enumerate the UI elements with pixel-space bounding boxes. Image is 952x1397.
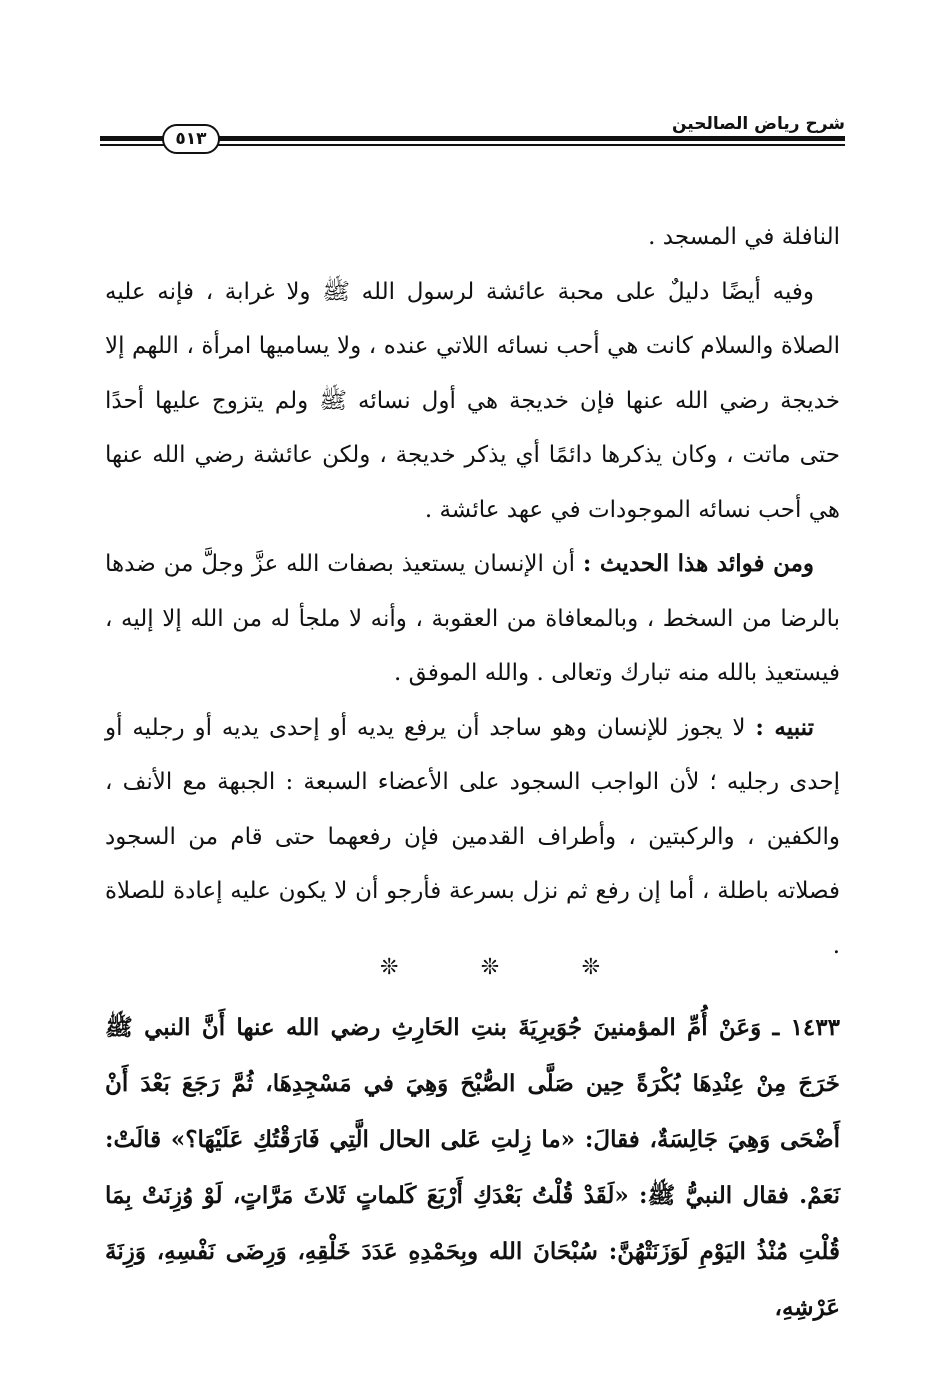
header-rule-right <box>218 136 845 141</box>
separator-star-icon: ❊ <box>380 955 399 980</box>
separator-star-icon: ❊ <box>480 955 500 980</box>
paragraph-text: لا يجوز للإنسان وهو ساجد أن يرفع يديه أو إحدى يديه أو رجليه أو إحدى رجليه ؛ لأن الواجب السجود على الأعضاء السبعة : الجبهة مع الأنف ، والكفين ، والركبتين ، وأطراف القدمين فإن رفعهما حتى قام من السجود فصلاته باطلة ، أما إن رفع ثم نزل بسرعة فأرجو أن لا يكون عليه إعادة للصلاة . <box>105 714 840 959</box>
separator-star-icon: ❊ <box>581 955 600 980</box>
paragraph-lead: ومن فوائد هذا الحديث : <box>582 550 814 577</box>
page-header <box>100 108 845 156</box>
hadith-text <box>105 1000 840 1336</box>
paragraph <box>105 537 840 701</box>
section-separator <box>380 955 600 980</box>
paragraph <box>105 701 840 974</box>
paragraph-text: وفيه أيضًا دليلٌ على محبة عائشة لرسول الله ﷺ ولا غرابة ، فإنه عليه الصلاة والسلام كانت هي أحب نسائه اللاتي عنده ، ولا يساميها امرأة ، اللهم إلا خديجة رضي الله عنها فإن خديجة هي أول نسائه ﷺ ولم يتزوج عليها أحدًا حتى ماتت ، وكان يذكرها دائمًا أي يذكر خديجة ، ولكن عائشة رضي الله عنها هي أحب نسائه الموجودات في عهد عائشة . <box>105 278 840 523</box>
commentary-text <box>105 210 840 973</box>
paragraph <box>105 210 840 265</box>
header-rule-right-thin <box>218 144 845 146</box>
paragraph <box>105 265 840 538</box>
page-number: ٥١٣ <box>162 124 220 154</box>
header-rule-left <box>100 136 164 141</box>
paragraph-lead: تنبيه : <box>755 713 814 741</box>
book-title: شرح رياض الصالحين <box>671 114 845 134</box>
paragraph-text: النافلة في المسجد . <box>648 224 840 250</box>
hadith-paragraph: ١٤٣٣ ـ وَعَنْ أُمِّ المؤمنينَ جُوَيرِيَةَ بنتِ الحَارِثِ رضي الله عنها أَنَّ النبي ﷺ خَرَجَ مِنْ عِنْدِهَا بُكْرَةً حِين صَلَّى الصُّبْحَ وَهِيَ في مَسْجِدِهَا، ثُمَّ رَجَعَ بَعْدَ أَنْ أَضْحَى وَهِيَ جَالِسَةٌ، فقالَ: «ما زِلتِ عَلى الحال الَّتِي فَارَقْتُكِ عَلَيْهَا؟» قالَتْ: نَعَمْ. فقال النبيُّ ﷺ: «لَقَدْ قُلْتُ بَعْدَكِ أَرْبَعَ كَلماتٍ ثَلاثَ مَرَّاتٍ، لَوْ وُزِنَتْ بِمَا قُلْتِ مُنْذُ اليَوْمِ لَوَزَنَتْهُنَّ: سُبْحَانَ الله وبِحَمْدِهِ عَدَدَ خَلْقِهِ، وَرِضَى نَفْسِهِ، وَزِنَةَ عَرْشِهِ، <box>105 1014 840 1321</box>
header-rule-left-thin <box>100 144 164 146</box>
paragraph-text: أن الإنسان يستعيذ بصفات الله عزَّ وجلَّ من ضدها بالرضا من السخط ، وبالمعافاة من العقوبة ، وأنه لا ملجأ له من الله إلا إليه ، فيستعيذ بالله منه تبارك وتعالى . والله الموفق . <box>105 551 840 686</box>
